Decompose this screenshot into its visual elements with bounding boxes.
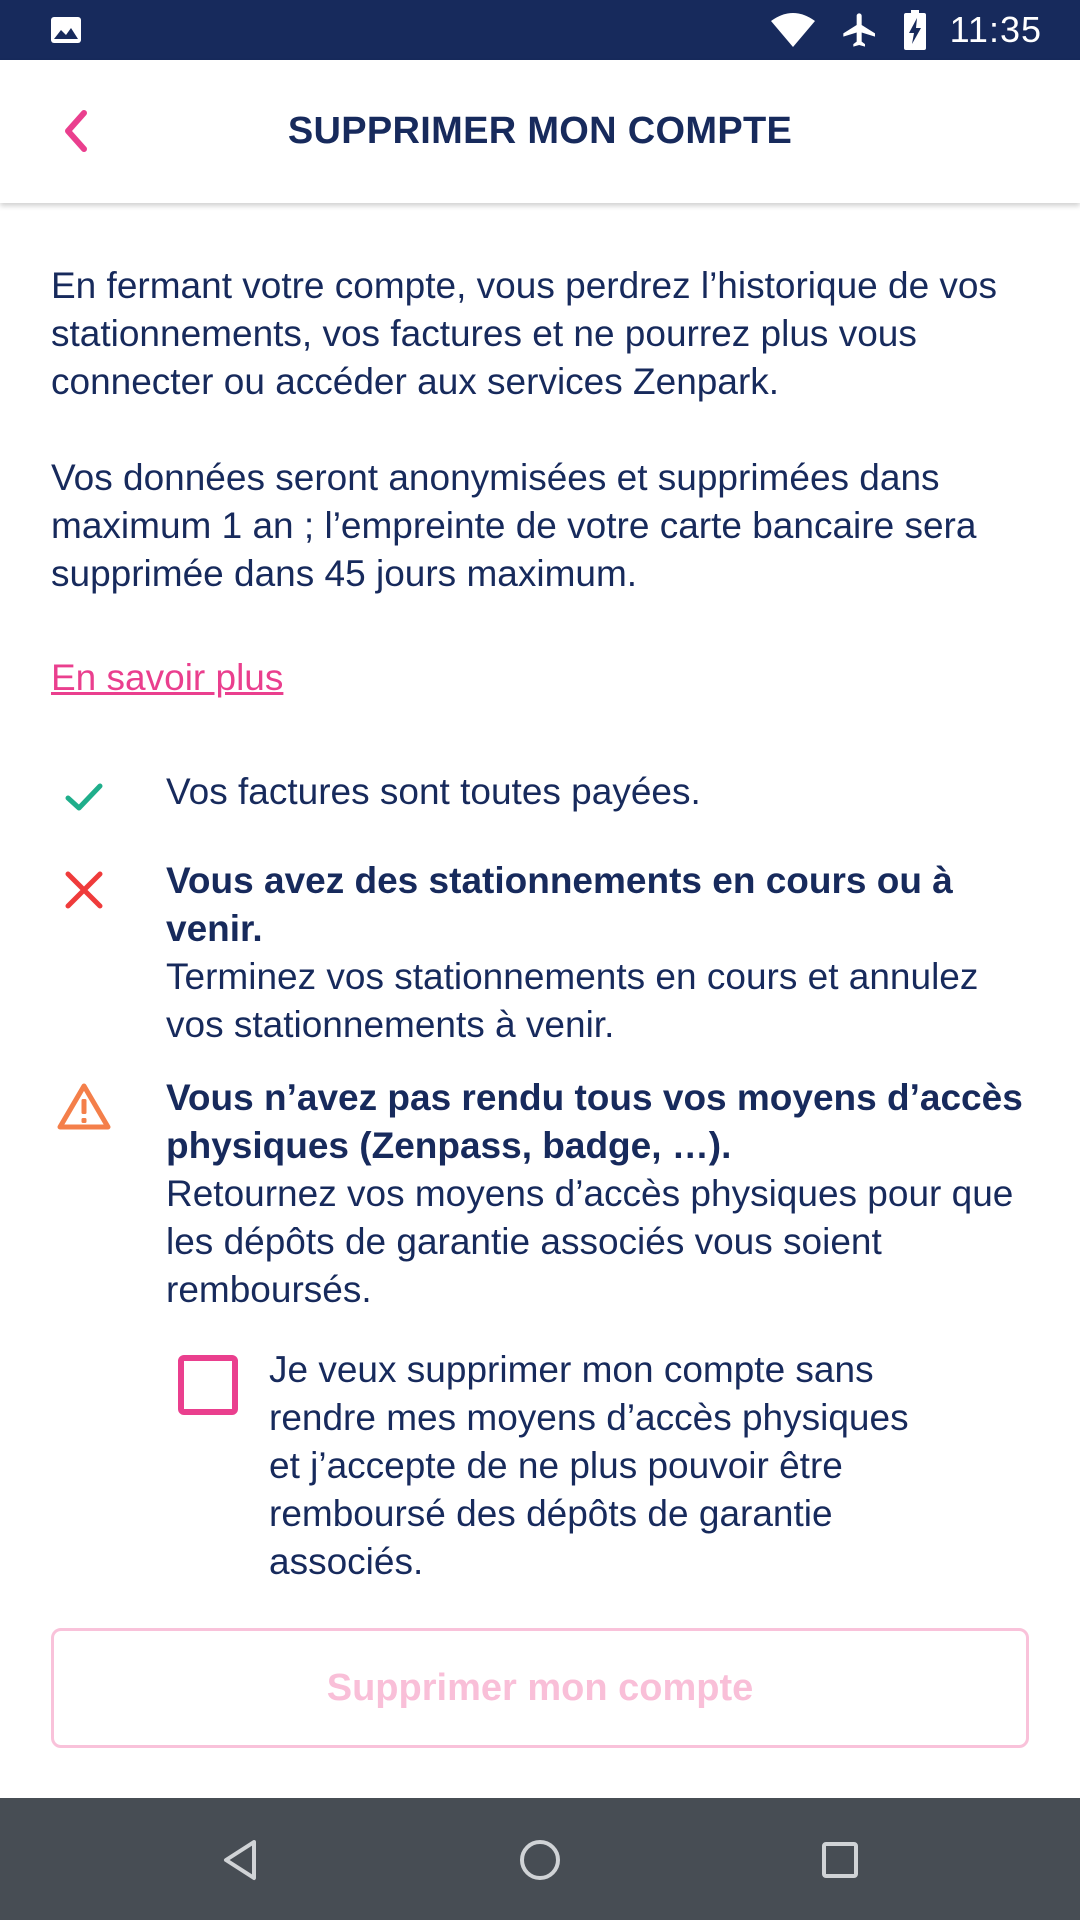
consent-checkbox[interactable] xyxy=(178,1355,238,1415)
app-bar xyxy=(0,60,1080,203)
nav-recents-button[interactable] xyxy=(808,1828,872,1892)
status-item-access-means xyxy=(166,1074,1036,1314)
status-item-title: Vous n’avez pas rendu tous vos moyens d’accès physiques (Zenpass, badge, …). xyxy=(166,1077,1023,1166)
navigation-bar xyxy=(0,1798,1080,1920)
content xyxy=(0,203,1080,1798)
closing-info-text: En fermant votre compte, vous perdrez l’historique de vos stationnements, vos factures et ne pourrez plus vous connecter ou accéder aux services Zenpark. xyxy=(51,265,998,402)
learn-more-link[interactable]: En savoir plus xyxy=(51,657,284,698)
airplane-mode-icon xyxy=(840,10,880,50)
home-circle-icon xyxy=(518,1838,562,1882)
consent-checkbox-label[interactable]: Je veux supprimer mon compte sans rendre mes moyens d’accès physiques et j’accepte de ne plus pouvoir être remboursé des dépôts de garantie associés. xyxy=(269,1349,909,1582)
battery-charging-icon xyxy=(904,10,926,50)
status-item-title: Vous avez des stationnements en cours ou à venir. xyxy=(166,860,953,949)
nav-back-button[interactable] xyxy=(208,1828,272,1892)
delete-account-button[interactable]: Supprimer mon compte xyxy=(51,1628,1029,1748)
wifi-icon xyxy=(770,12,816,48)
check-icon xyxy=(56,769,112,825)
status-item-detail: Terminez vos stationnements en cours et annulez vos stationnements à venir. xyxy=(166,956,979,1045)
back-triangle-icon xyxy=(220,1838,260,1882)
chevron-left-icon xyxy=(60,109,90,153)
page-title: SUPPRIMER MON COMPTE xyxy=(287,110,793,152)
status-bar xyxy=(0,0,1080,60)
clock: 11:35 xyxy=(949,9,1042,50)
data-deletion-info-text: Vos données seront anonymisées et supprimées dans maximum 1 an ; l’empreinte de votre carte bancaire sera supprimée dans 45 jours maximum. xyxy=(51,457,977,594)
status-item-invoices xyxy=(166,768,1036,816)
cross-icon xyxy=(56,862,112,918)
status-item-detail: Retournez vos moyens d’accès physiques pour que les dépôts de garantie associés vous soient remboursés. xyxy=(166,1173,1014,1310)
recents-square-icon xyxy=(820,1840,860,1880)
gallery-icon xyxy=(50,16,82,44)
status-item-title: Vos factures sont toutes payées. xyxy=(166,771,701,812)
back-button[interactable] xyxy=(40,96,110,166)
warning-icon xyxy=(56,1078,112,1134)
status-item-parkings xyxy=(166,857,1036,1049)
nav-home-button[interactable] xyxy=(508,1828,572,1892)
status-icons xyxy=(770,0,1042,60)
